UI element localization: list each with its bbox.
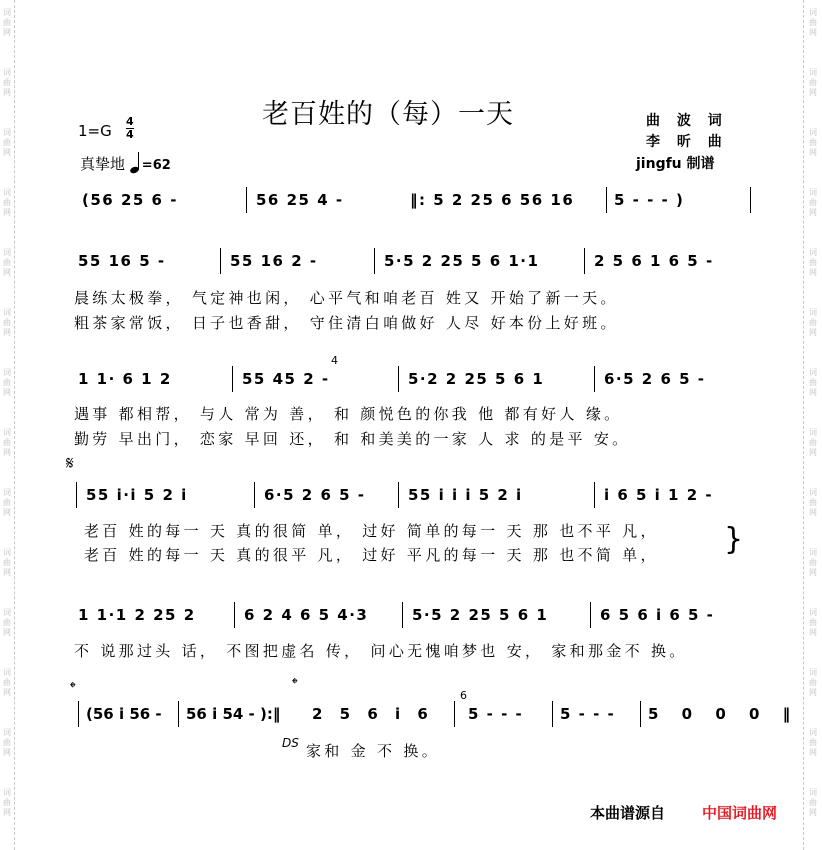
watermark-char: 网 — [809, 208, 817, 217]
watermark-char: 词 — [809, 428, 817, 437]
score-row-1 — [74, 191, 754, 221]
watermark-char: 词 — [809, 608, 817, 617]
quarter-note-icon — [130, 153, 142, 173]
watermark-char: 曲 — [3, 258, 11, 267]
measure: 1 1· 6 1 2 — [78, 370, 172, 388]
watermark-char: 曲 — [3, 558, 11, 567]
watermark-char: 曲 — [809, 318, 817, 327]
watermark-char: 词 — [3, 668, 11, 677]
measure: 6·5 2 6 5 - — [604, 370, 706, 388]
barline — [78, 701, 79, 727]
measure: 1 1·1 2 25 2 — [78, 606, 196, 624]
lyric-line: 粗茶家常饭， 日子也香甜， 守住清白咱做好 人尽 好本份上好班。 — [74, 314, 619, 332]
watermark-char: 网 — [809, 268, 817, 277]
watermark-char: 网 — [809, 28, 817, 37]
song-title: 老百姓的（每）一天 — [262, 99, 514, 130]
watermark-char: 网 — [3, 448, 11, 457]
watermark-char: 曲 — [3, 738, 11, 747]
watermark-char: 网 — [3, 328, 11, 337]
lyric-line: 老百 姓的每一 天 真的很平 凡， 过好 平凡的每一 天 那 也不简 单， — [84, 546, 659, 564]
barline — [374, 248, 375, 274]
measure: 55 16 5 - — [78, 252, 166, 270]
watermark-char: 曲 — [3, 498, 11, 507]
watermark-char: 曲 — [809, 618, 817, 627]
tempo-marking — [80, 153, 171, 174]
measure: 5·5 2 25 5 6 1 — [412, 606, 549, 624]
measure: 55 16 2 - — [230, 252, 318, 270]
watermark-char: 曲 — [809, 18, 817, 27]
barline — [590, 602, 591, 628]
watermark-char: 网 — [3, 388, 11, 397]
watermark-char: 词 — [3, 608, 11, 617]
measure: 55 i i i 5 2 i — [408, 486, 523, 504]
watermark-char: 网 — [3, 748, 11, 757]
watermark-char: 词 — [809, 788, 817, 797]
watermark-char: 词 — [809, 308, 817, 317]
lyric-line: 家和 金 不 换。 — [306, 742, 441, 760]
watermark-char: 网 — [809, 688, 817, 697]
watermark-char: 词 — [3, 68, 11, 77]
watermark-char: 词 — [3, 428, 11, 437]
watermark-char: 词 — [809, 128, 817, 137]
watermark-char: 网 — [809, 628, 817, 637]
watermark-char: 网 — [809, 88, 817, 97]
watermark-char: 曲 — [3, 678, 11, 687]
measure: 5·2 2 25 5 6 1 — [408, 370, 545, 388]
watermark-char: 网 — [3, 508, 11, 517]
measure: 6 2 4 6 5 4·3 — [244, 606, 369, 624]
coda-icon: 𝄌 — [292, 674, 298, 693]
watermark-char: 词 — [809, 368, 817, 377]
barline — [232, 366, 233, 392]
watermark-char: 曲 — [3, 198, 11, 207]
measure: ‖: 5 2 25 6 56 16 — [410, 191, 575, 209]
watermark-char: 词 — [809, 668, 817, 677]
measure: 55 45 2 - — [242, 370, 330, 388]
watermark-char: 网 — [809, 328, 817, 337]
grace-mark: 6 — [460, 689, 467, 702]
barline — [76, 482, 77, 508]
verse-brace-icon: } — [724, 522, 744, 557]
score-row-5 — [74, 606, 754, 636]
watermark-char: 曲 — [3, 18, 11, 27]
watermark-char: 词 — [3, 488, 11, 497]
watermark-char: 网 — [809, 808, 817, 817]
lyric-line: 遇事 都相帮， 与人 常为 善， 和 颜悦色的你我 他 都有好人 缘。 — [74, 405, 623, 423]
barline — [234, 602, 235, 628]
watermark-char: 曲 — [3, 138, 11, 147]
tempo-value: =62 — [141, 158, 171, 173]
barline — [220, 248, 221, 274]
measure: 5·5 2 25 5 6 1·1 — [384, 252, 540, 270]
watermark-char: 曲 — [809, 678, 817, 687]
barline — [594, 366, 595, 392]
watermark-char: 词 — [809, 8, 817, 17]
measure: 5 - - - — [560, 705, 616, 723]
watermark-char: 词 — [3, 788, 11, 797]
watermark-char: 词 — [809, 248, 817, 257]
score-row-2 — [74, 252, 754, 282]
watermark-char: 词 — [3, 368, 11, 377]
watermark-char: 曲 — [3, 378, 11, 387]
barline — [640, 701, 641, 727]
measure: 5 0 0 0 ‖ — [648, 705, 800, 723]
watermark-char: 词 — [809, 68, 817, 77]
lyric-line: 老百 姓的每一 天 真的很简 单， 过好 简单的每一 天 那 也不平 凡， — [84, 522, 659, 540]
key-signature: 1=G — [78, 122, 112, 140]
watermark-char: 网 — [3, 208, 11, 217]
measure: 5 - - - ) — [614, 191, 685, 209]
score-row-6 — [74, 689, 800, 735]
lyric-line: 不 说那过头 话， 不图把虚名 传， 问心无愧咱梦也 安， 家和那金不 换。 — [74, 642, 688, 660]
watermark-char: 网 — [809, 148, 817, 157]
watermark-char: 词 — [809, 548, 817, 557]
measure: 56 i 54 - ):‖ — [186, 705, 281, 723]
barline — [398, 482, 399, 508]
watermark-char: 词 — [3, 128, 11, 137]
watermark-char: 曲 — [3, 618, 11, 627]
watermark-char: 曲 — [809, 558, 817, 567]
measure: (56 25 6 - — [82, 191, 178, 209]
barline — [246, 187, 247, 213]
lyricist-credit: 曲 波 词 — [646, 113, 728, 129]
watermark-char: 网 — [809, 388, 817, 397]
barline — [402, 602, 403, 628]
watermark-char: 词 — [809, 488, 817, 497]
measure: 6 5 6 i 6 5 - — [600, 606, 715, 624]
watermark-char: 曲 — [809, 378, 817, 387]
watermark-char: 网 — [3, 88, 11, 97]
watermark-char: 网 — [809, 568, 817, 577]
watermark-char: 曲 — [3, 438, 11, 447]
measure: 56 25 4 - — [256, 191, 344, 209]
watermark-char: 词 — [3, 728, 11, 737]
watermark-char: 网 — [3, 568, 11, 577]
lyric-line: 勤劳 早出门， 恋家 早回 还， 和 和美美的一家 人 求 的是平 安。 — [74, 430, 631, 448]
time-signature — [126, 116, 134, 141]
source-label: 本曲谱源自 — [590, 804, 666, 822]
watermark-char: 曲 — [809, 438, 817, 447]
watermark-char: 网 — [809, 448, 817, 457]
arranger-credit: jingfu 制谱 — [636, 156, 715, 172]
measure: 2 5 6 1 6 5 - — [594, 252, 714, 270]
dal-segno-mark: DS — [282, 736, 299, 750]
watermark-char: 网 — [809, 748, 817, 757]
watermark-char: 曲 — [809, 798, 817, 807]
watermark-char: 曲 — [3, 318, 11, 327]
measure: (56 i 56 - — [86, 705, 162, 723]
measure: 5 - - - — [468, 705, 524, 723]
measure: i 6 5 i 1 2 - — [604, 486, 714, 504]
barline — [454, 701, 455, 727]
watermark-char: 网 — [3, 688, 11, 697]
barline — [584, 248, 585, 274]
watermark-char: 网 — [3, 28, 11, 37]
watermark-char: 曲 — [809, 258, 817, 267]
watermark-char: 词 — [3, 8, 11, 17]
grace-mark: 4 — [331, 354, 338, 367]
barline — [398, 366, 399, 392]
tempo-label: 真挚地 — [80, 155, 126, 173]
watermark-char: 曲 — [809, 738, 817, 747]
watermark-char: 词 — [3, 308, 11, 317]
watermark-char: 曲 — [3, 78, 11, 87]
watermark-char: 网 — [3, 268, 11, 277]
watermark-char: 曲 — [809, 78, 817, 87]
barline — [606, 187, 607, 213]
barline — [254, 482, 255, 508]
barline — [750, 187, 751, 213]
watermark-char: 曲 — [809, 138, 817, 147]
site-name: 中国词曲网 — [702, 804, 778, 822]
measure: 2 5 6 i 6 — [312, 705, 434, 723]
measure: 6·5 2 6 5 - — [264, 486, 366, 504]
watermark-char: 词 — [3, 188, 11, 197]
segno-icon: 𝄋 — [66, 453, 74, 474]
watermark-char: 词 — [3, 548, 11, 557]
watermark-char: 网 — [3, 148, 11, 157]
measure: 55 i·i 5 2 i — [86, 486, 188, 504]
barline — [178, 701, 179, 727]
time-sig-top: 4 — [126, 115, 134, 128]
watermark-char: 曲 — [809, 498, 817, 507]
watermark-char: 网 — [3, 628, 11, 637]
watermark-char: 网 — [809, 508, 817, 517]
watermark-char: 词 — [809, 188, 817, 197]
barline — [594, 482, 595, 508]
coda-icon: 𝄌 — [70, 678, 76, 697]
time-sig-bottom: 4 — [126, 128, 134, 141]
watermark-char: 网 — [3, 808, 11, 817]
barline — [552, 701, 553, 727]
watermark-char: 曲 — [3, 798, 11, 807]
watermark-char: 曲 — [809, 198, 817, 207]
lyric-line: 晨练太极拳， 气定神也闲， 心平气和咱老百 姓又 开始了新一天。 — [74, 289, 619, 307]
score-row-4 — [74, 486, 754, 516]
watermark-char: 词 — [809, 728, 817, 737]
composer-credit: 李 昕 曲 — [646, 134, 728, 150]
score-row-3 — [74, 354, 754, 400]
watermark-char: 词 — [3, 248, 11, 257]
